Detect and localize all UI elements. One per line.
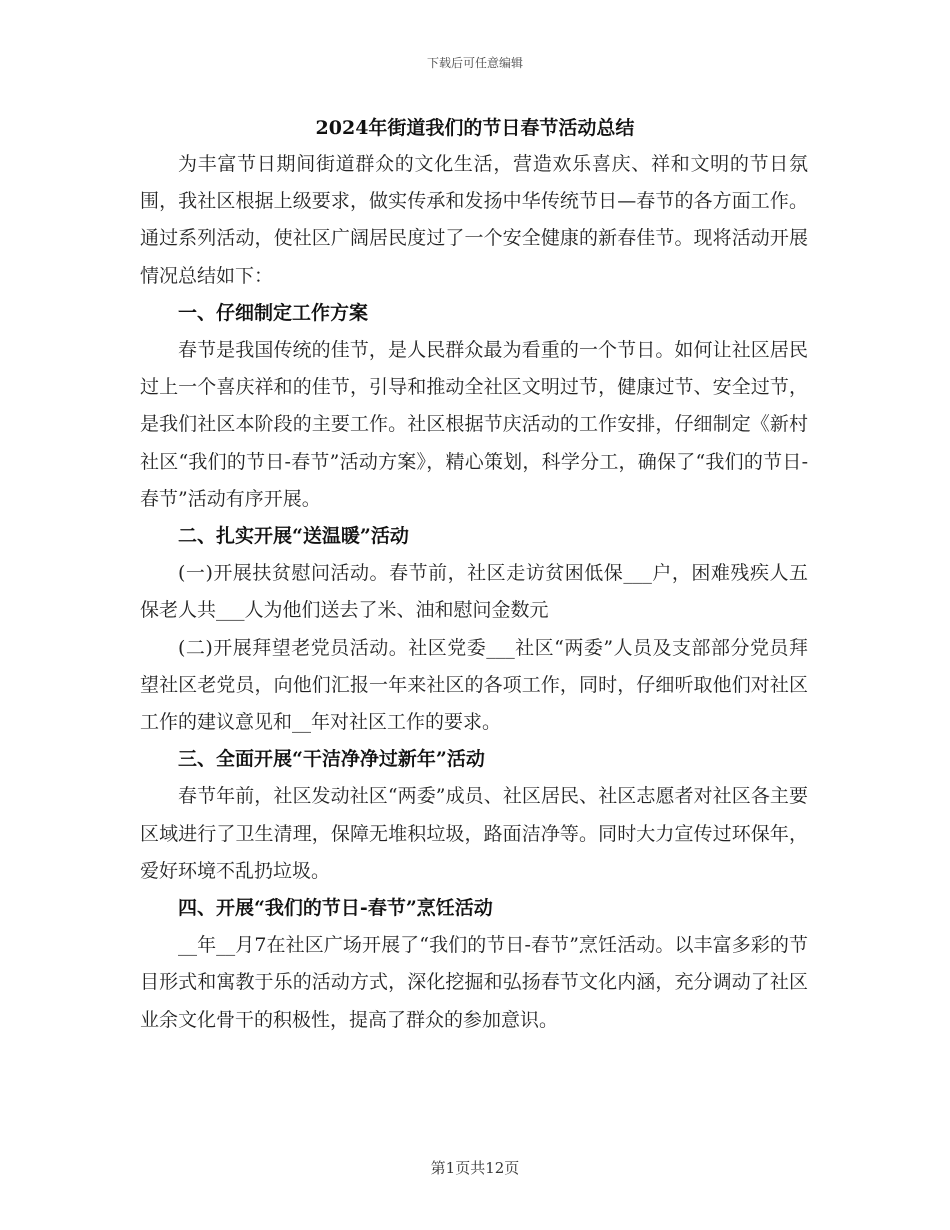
paragraph-section-1: 春节是我国传统的佳节，是人民群众最为看重的一个节日。如何让社区居民过上一个喜庆祥和的佳节，引导和推动全社区文明过节，健康过节、安全过节，是我们社区本阶段的主要工作。社区根据节庆活动的工作安排，仔细制定《新村社区“我们的节日-春节”活动方案》，精心策划，科学分工，确保了“我们的节日-春节”活动有序开展。 <box>140 339 808 510</box>
section-heading-1: 一、仔细制定工作方案 <box>178 301 369 324</box>
header-note: 下载后可任意编辑 <box>426 56 523 70</box>
paragraph-intro: 为丰富节日期间街道群众的文化生活，营造欢乐喜庆、祥和文明的节日氛围，我社区根据上级要求，做实传承和发扬中华传统节日—春节的各方面工作。通过系列活动，使社区广阔居民度过了一个安全健康的新春佳节。现将活动开展情况总结如下： <box>140 153 808 287</box>
section-heading-3: 三、全面开展“干洁净净过新年”活动 <box>178 748 485 771</box>
page-title: 2024年街道我们的节日春节活动总结 <box>315 117 635 139</box>
document-body <box>140 146 808 1039</box>
paragraph-section-4: __年__月7在社区广场开展了“我们的节日-春节”烹饪活动。以丰富多彩的节目形式和寓教于乐的活动方式，深化挖掘和弘扬春节文化内涵，充分调动了社区业余文化骨干的积极性，提高了群众的参加意识。 <box>140 934 808 1031</box>
page-number: 第1页共12页 <box>430 1159 520 1177</box>
paragraph-section-3: 春节年前，社区发动社区“两委”成员、社区居民、社区志愿者对社区各主要区域进行了卫生清理，保障无堆积垃圾，路面洁净等。同时大力宣传过环保年，爱好环境不乱扔垃圾。 <box>140 785 808 882</box>
paragraph-section-2-item-2: (二)开展拜望老党员活动。社区党委___社区“两委”人员及支部部分党员拜望社区老党员，向他们汇报一年来社区的各项工作，同时，仔细听取他们对社区工作的建议意见和__年对社区工作的要求。 <box>140 636 808 734</box>
paragraph-section-2-item-1: (一)开展扶贫慰问活动。春节前，社区走访贫困低保___户，困难残疾人五保老人共___人为他们送去了米、油和慰问金数元 <box>140 562 808 622</box>
section-heading-4: 四、开展“我们的节日-春节”烹饪活动 <box>178 897 493 920</box>
section-heading-2: 二、扎实开展“送温暖”活动 <box>178 525 409 548</box>
